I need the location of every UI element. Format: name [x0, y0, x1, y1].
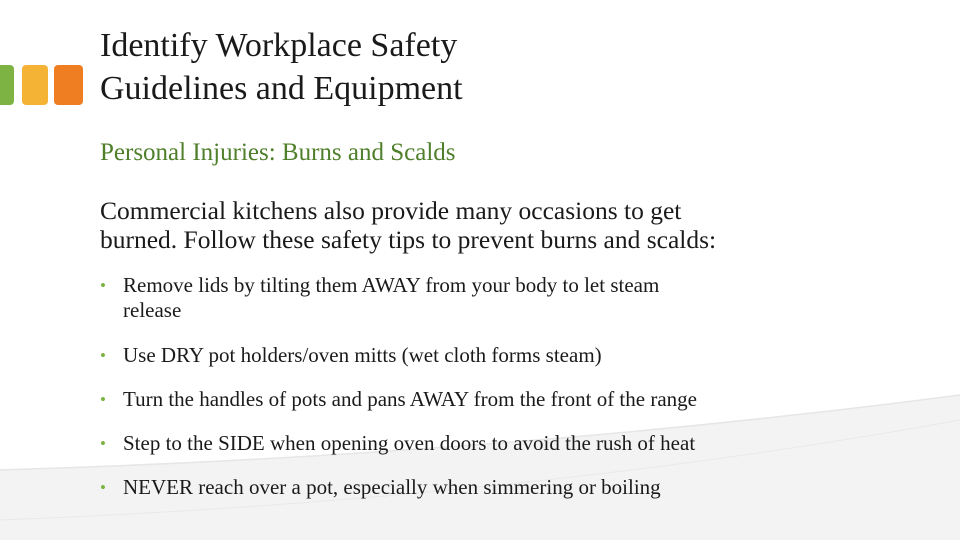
- bullet-icon: •: [100, 434, 106, 453]
- title-line: Guidelines and Equipment: [100, 70, 463, 107]
- list-item-text: [123, 343, 863, 368]
- accent-block-green: [0, 65, 14, 105]
- intro-paragraph: [100, 196, 920, 254]
- slide-title: [100, 24, 920, 110]
- intro-line: Commercial kitchens also provide many occasions to get: [100, 196, 682, 225]
- list-item-line: release: [123, 298, 182, 322]
- accent-block-yellow: [22, 65, 48, 105]
- list-item-line: Step to the SIDE when opening oven doors to avoid the rush of heat: [123, 431, 696, 455]
- accent-block-orange: [54, 65, 83, 105]
- bullet-icon: •: [100, 276, 106, 295]
- slide-subtitle: Personal Injuries: Burns and Scalds: [100, 139, 456, 166]
- list-item-line: Remove lids by tilting them AWAY from your body to let steam: [123, 273, 660, 297]
- list-item-line: NEVER reach over a pot, especially when simmering or boiling: [123, 475, 661, 499]
- title-line: Identify Workplace Safety: [100, 27, 458, 64]
- list-item-line: Turn the handles of pots and pans AWAY from the front of the range: [123, 387, 697, 411]
- list-item-text: [123, 273, 863, 323]
- bullet-icon: •: [100, 346, 106, 365]
- list-item-text: [123, 475, 863, 500]
- list-item-line: Use DRY pot holders/oven mitts (wet cloth forms steam): [123, 343, 602, 367]
- bullet-icon: •: [100, 478, 106, 497]
- list-item-text: [123, 387, 863, 412]
- intro-line: burned. Follow these safety tips to prevent burns and scalds:: [100, 225, 717, 254]
- list-item-text: [123, 431, 863, 456]
- bullet-icon: •: [100, 390, 106, 409]
